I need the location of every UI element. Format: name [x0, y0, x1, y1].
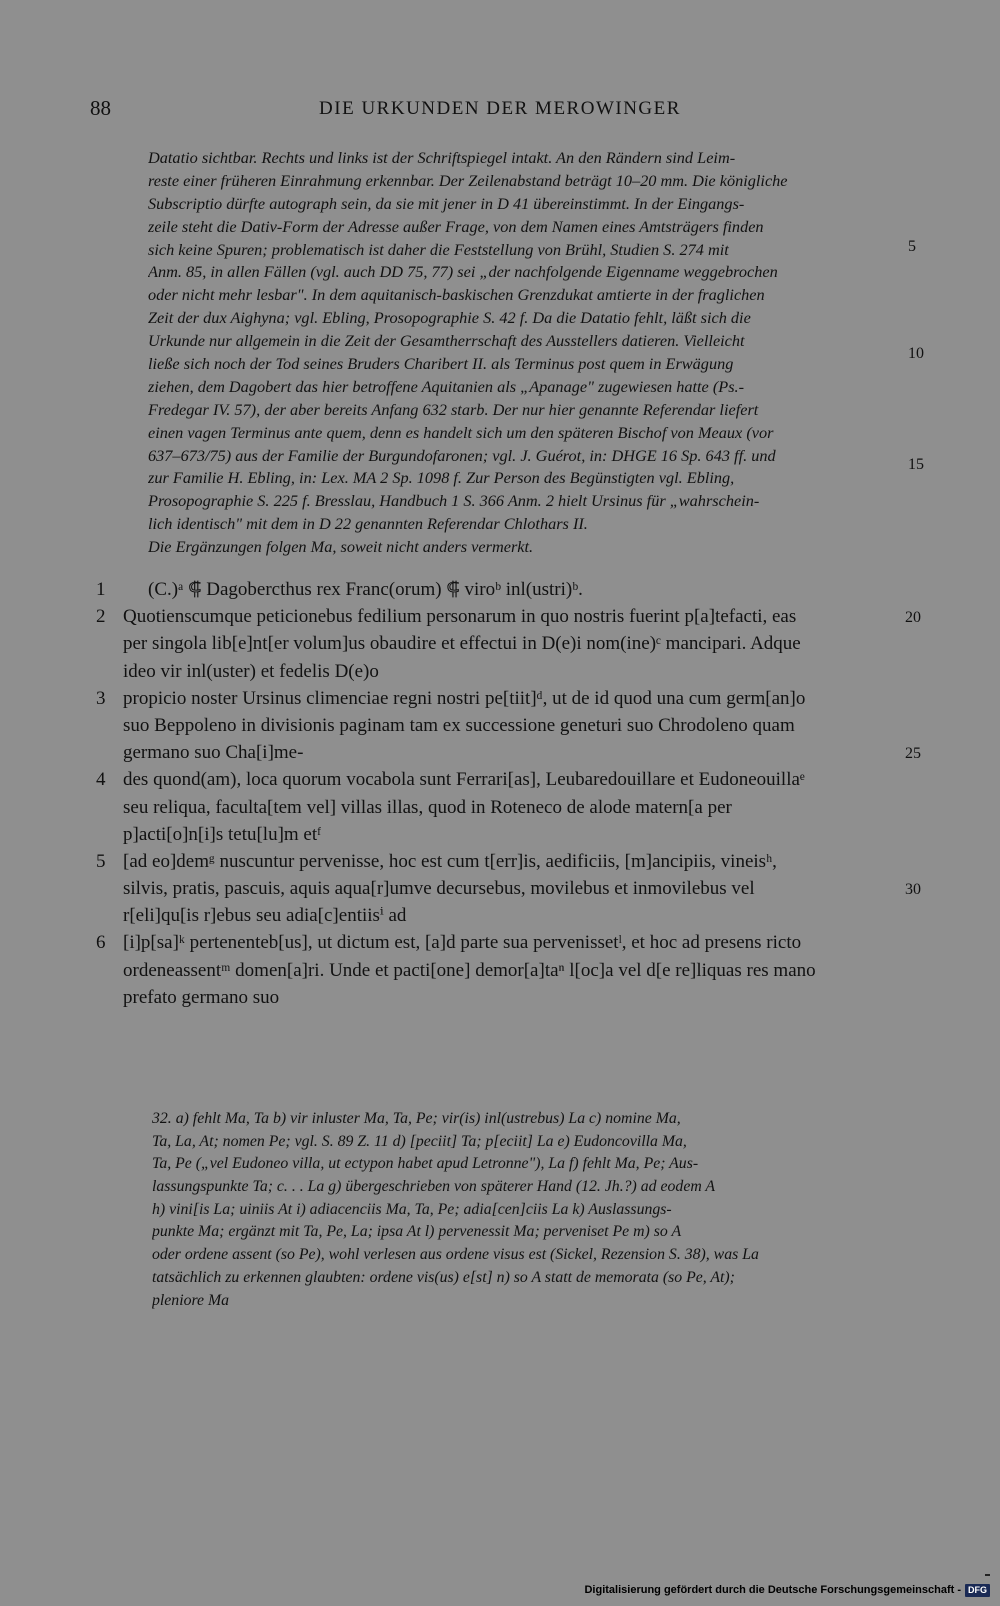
edition-line — [96, 794, 896, 821]
edition-line — [96, 929, 896, 956]
note-line: ließe sich noch der Tod seines Bruders Charibert II. als Terminus post quem in Erwägung — [148, 354, 734, 374]
note-line: Datatio sichtbar. Rechts und links ist der Schriftspiegel intakt. An den Rändern sind Leim- — [148, 148, 736, 167]
edition-line-text: ordeneassentᵐ domen[a]ri. Unde et pacti[one] demor[a]taⁿ l[oc]a vel d[e re]liquas res mano — [123, 959, 816, 981]
edition-line-text: prefato germano suo — [123, 986, 280, 1008]
section-number: 2 — [96, 606, 106, 628]
scan-mark — [985, 1574, 990, 1576]
line-margin-number: 5 — [908, 238, 916, 255]
edition-line-text: per singola lib[e]nt[er volum]us obaudire et effectui in D(e)i nom(ine)ᶜ mancipari. Adque — [123, 633, 801, 655]
edition-line-text: seu reliqua, faculta[tem vel] villas illas, quod in Roteneco de alode matern[a per — [123, 796, 732, 818]
apparatus-line: oder ordene assent (so Pe), wohl verlesen aus ordene visus est (Sickel, Rezension S. 38), was La — [152, 1246, 759, 1264]
section-number: 6 — [96, 932, 106, 954]
edition-line — [96, 658, 896, 685]
section-number: 1 — [96, 579, 106, 600]
apparatus-line: Ta, La, At; nomen Pe; vgl. S. 89 Z. 11 d) [peciit] Ta; p[eciit] La e) Eudoncovilla Ma, — [152, 1132, 687, 1150]
note-line: zur Familie H. Ebling, in: Lex. MA 2 Sp. 1098 f. Zur Person des Begünstigten vgl. Ebling, — [148, 468, 735, 488]
edition-line — [96, 685, 896, 712]
edition-line — [96, 603, 896, 630]
edition-line — [96, 984, 896, 1011]
apparatus-line: tatsächlich zu erkennen glaubten: ordene vis(us) e[st] n) so A statt de memorata (so Pe, At); — [152, 1268, 735, 1286]
page-header — [0, 96, 1000, 126]
edition-line-text: suo Beppoleno in divisionis paginam tam ex successione geneturi suo Chrodoleno quam — [123, 714, 795, 736]
edition-line — [96, 848, 896, 875]
note-line: ziehen, dem Dagobert das hier betroffene Aquitanien als „Apanage" zugewiesen hatte (Ps.- — [148, 376, 745, 396]
edition-line — [96, 957, 896, 984]
page-number: 88 — [90, 96, 111, 120]
note-line: einen vagen Terminus ante quem, denn es handelt sich um den späteren Bischof von Meaux (vor — [148, 422, 774, 442]
apparatus-line: 32. a) fehlt Ma, Ta b) vir inluster Ma, Ta, Pe; vir(is) inl(ustrebus) La c) nomine Ma, — [152, 1110, 681, 1127]
note-line: oder nicht mehr lesbar". In dem aquitanisch-baskischen Grenzdukat amtierte in der fraglichen — [148, 285, 765, 305]
edition-line — [96, 821, 896, 848]
edition-line-text: des quond(am), loca quorum vocabola sunt Ferrari[as], Leubaredouillare et Eudoneouillaᵉ — [123, 769, 805, 791]
digitization-footer — [584, 1580, 990, 1600]
note-line: Die Ergänzungen folgen Ma, soweit nicht anders vermerkt. — [148, 537, 534, 557]
edition-line-text: (C.)ᵃ ⸿ Dagobercthus rex Franc(orum) ⸿ virоᵇ inl(ustri)ᵇ. — [148, 579, 583, 600]
note-line: Urkunde nur allgemein in die Zeit der Gesamtherrschaft des Ausstellers datieren. Vielleicht — [148, 331, 745, 351]
note-line: Zeit der dux Aighyna; vgl. Ebling, Prosopographie S. 42 f. Da die Datatio fehlt, läßt sich die — [148, 308, 751, 328]
edition-line — [96, 576, 896, 603]
apparatus-line: pleniore Ma — [152, 1291, 230, 1309]
edition-line — [96, 630, 896, 657]
apparatus-line: lassungspunkte Ta; c. . . La g) übergeschrieben von späterer Hand (12. Jh.?) ad eodem A — [152, 1178, 716, 1196]
section-number: 3 — [96, 687, 106, 709]
edition-line-text: [ad eo]demᵍ nuscuntur pervenisse, hoc est cum t[err]is, aedificiis, [m]ancipiis, vineisʰ, — [123, 850, 777, 872]
note-line: Anm. 85, in allen Fällen (vgl. auch DD 75, 77) sei „der nachfolgende Eigenname weggebrochen — [148, 262, 778, 282]
line-margin-number: 20 — [905, 609, 921, 626]
edition-line-text: [i]p[sa]ᵏ pertenenteb[us], ut dictum est, [a]d parte sua pervenissetˡ, et hoc ad presens ricto — [123, 932, 802, 954]
note-line: Prosopographie S. 225 f. Bresslau, Handbuch 1 S. 366 Anm. 2 hielt Ursinus für „wahrschein- — [148, 491, 760, 511]
line-margin-number: 30 — [905, 881, 921, 898]
edition-line — [96, 712, 896, 739]
preliminary-notes — [148, 147, 888, 559]
edition-line-text: r[eli]qu[is r]ebus seu adia[c]entiisⁱ ad — [123, 905, 407, 927]
note-line: zeile steht die Dativ-Form der Adresse außer Frage, von dem Namen eines Amtsträgers finden — [148, 216, 764, 236]
apparatus-line: Ta, Pe („vel Eudoneo villa, ut ectypon habet apud Letronne"), La f) fehlt Ma, Pe; Aus- — [152, 1155, 699, 1173]
edition-line — [96, 875, 896, 902]
line-margin-number: 10 — [908, 345, 924, 362]
note-line: 637–673/75) aus der Familie der Burgundofaronen; vgl. J. Guérot, in: DHGE 16 Sp. 643 ff. und — [148, 445, 776, 465]
line-margin-number: 15 — [908, 456, 924, 473]
footer-credit: Digitalisierung gefördert durch die Deutsche Forschungsgemeinschaft - — [584, 1584, 961, 1596]
note-line: reste einer früheren Einrahmung erkennbar. Der Zeilenabstand beträgt 10–20 mm. Die königliche — [148, 170, 788, 190]
apparatus-line: punkte Ma; ergänzt mit Ta, Pe, La; ipsa At l) pervenessit Ma; perveniset Pe m) so A — [152, 1223, 682, 1241]
critical-apparatus — [152, 1108, 892, 1312]
edition-line-text: p]acti[o]n[i]s tetu[lu]m etᶠ — [123, 823, 322, 845]
apparatus-line: h) vini[is La; uiniis At i) adiacenciis Ma, Ta, Pe; adia[cen]ciis La k) Auslassungs- — [152, 1200, 672, 1218]
edition-text — [96, 576, 896, 1011]
edition-line-text: germano suo Cha[i]me- — [123, 742, 304, 764]
edition-line — [96, 766, 896, 793]
dfg-logo-icon: DFG — [965, 1584, 990, 1597]
edition-line-text: propicio noster Ursinus climenciae regni nostri pe[tiit]ᵈ, ut de id quod una cum germ[an]o — [123, 687, 806, 709]
edition-line-text: ideo vir inl(uster) et fedelis D(e)o — [123, 660, 379, 682]
edition-line — [96, 902, 896, 929]
note-line: Fredegar IV. 57), der aber bereits Anfang 632 starb. Der nur hier genannte Referendar liefert — [148, 399, 759, 419]
line-margin-number: 25 — [905, 745, 921, 762]
edition-line-text: silvis, pratis, pascuis, aquis aqua[r]umve decursebus, movilebus et inmovilebus vel — [123, 878, 755, 900]
note-line: Subscriptio dürfte autograph sein, da sie mit jener in D 41 übereinstimmt. In der Eingangs- — [148, 193, 745, 213]
running-title: DIE URKUNDEN DER MEROWINGER — [319, 98, 681, 119]
note-line: lich identisch" mit dem in D 22 genannten Referendar Chlothars II. — [148, 514, 588, 534]
section-number: 4 — [96, 769, 106, 791]
section-number: 5 — [96, 850, 106, 872]
edition-line-text: Quotienscumque peticionebus fedilium personarum in quo nostris fuerint p[a]tefacti, eas — [123, 606, 797, 628]
edition-line — [96, 739, 896, 766]
note-line: sich keine Spuren; problematisch ist daher die Feststellung von Brühl, Studien S. 274 mit — [148, 239, 729, 259]
